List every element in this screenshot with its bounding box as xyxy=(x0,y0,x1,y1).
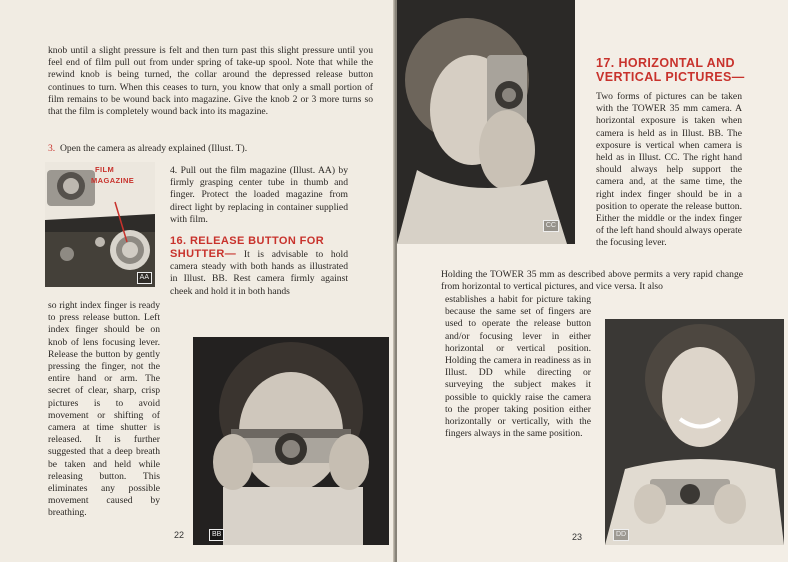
section-16-column-text: so right index finger is ready to press release button. Left index finger should be on knob of lens focusing lever. Release the button by gently pressing the finger, not the entire hand or arm. The secret of clear, sharp, crisp pictures is to avoid movement or shifting of camera at time shutter is released. It is further suggested that a deep breath be taken and held while releasing button. This eliminates any possible movement caused by breathing. xyxy=(48,300,160,519)
section-17-wide-text: Holding the TOWER 35 mm as described above permits a very rapid change from horizontal to vertical pictures, and vice versa. It also xyxy=(441,269,743,293)
illust-aa-label: AA xyxy=(137,272,152,284)
section-16-inline xyxy=(170,248,348,298)
step-4-text: Pull out the film magazine (Illust. AA) by firmly grasping center tube in thumb and finger. Protect the loaded magazine from direct light by replacing in container supplied with film. xyxy=(170,165,349,225)
section-16-heading-line2: SHUTTER— xyxy=(170,248,237,260)
section-17-column-text: Two forms of pictures can be taken with the TOWER 35 mm camera. A horizontal exposure is taken when camera is held as in Illust. BB. The exposure is vertical when camera is held as in Illust. CC. The right hand should always help support the camera and, at the same time, the right index finger should be in a position to operate the release button. Either the middle or the index finger of the left hand should always operate the focusing lever. xyxy=(596,91,742,249)
section-16-inline-text: It is advisable to hold camera steady with both hands as illustrated in Illust. BB. Rest camera firmly against cheek and hold it in both hands xyxy=(170,249,348,297)
section-17-lower-text: establishes a habit for picture taking because the same set of fingers are used to operate the release button and/or focusing lever in either horizontal or vertical position. Holding the camera in readiness as in Illust. DD while directing or surveying the subject makes it possible to quickly raise the camera to the proper taking position either horizontally or vertically, with the fingers always in the same position. xyxy=(445,294,591,440)
step-3 xyxy=(48,143,368,155)
section-17-heading-line2: VERTICAL PICTURES— xyxy=(596,70,745,84)
illustration-aa xyxy=(45,162,155,287)
illust-bb-label: BB xyxy=(209,529,224,541)
illustration-bb xyxy=(193,337,389,545)
right-page xyxy=(397,0,788,562)
step-4-number: 4. xyxy=(170,165,178,176)
film-callout-line1: FILM xyxy=(95,165,115,174)
illust-cc-label: CC xyxy=(543,220,559,232)
step-3-number: 3. xyxy=(48,143,56,154)
intro-paragraph: knob until a slight pressure is felt and then turn past this slight pressure until you feel end of film pull out from under spring of take-up spool. Note that while the rewind knob is being turned, the collar around the depressed release button continues to turn. When this ceases to turn, you know that only a small portion of film remains to be wound back into magazine. Give the knob 2 or 3 more turns so that the film is completely wound back into its magazine. xyxy=(48,45,373,118)
woman-holding-camera-vertical-photo xyxy=(397,0,575,244)
film-callout-line2: MAGAZINE xyxy=(91,176,135,185)
page-number-22: 22 xyxy=(174,530,185,540)
page-number-23: 23 xyxy=(572,532,583,542)
illustration-dd xyxy=(605,319,784,545)
step-4 xyxy=(170,165,348,226)
section-17-heading-line1: 17. HORIZONTAL AND xyxy=(596,56,735,70)
section-16-heading-line1: 16. RELEASE BUTTON FOR xyxy=(170,235,325,247)
illust-dd-label: DD xyxy=(613,529,629,541)
step-3-text: Open the camera as already explained (Illust. T). xyxy=(60,143,248,154)
woman-smiling-with-camera-photo xyxy=(605,319,784,545)
illustration-cc xyxy=(397,0,575,244)
woman-holding-camera-horizontal-photo xyxy=(193,337,389,545)
